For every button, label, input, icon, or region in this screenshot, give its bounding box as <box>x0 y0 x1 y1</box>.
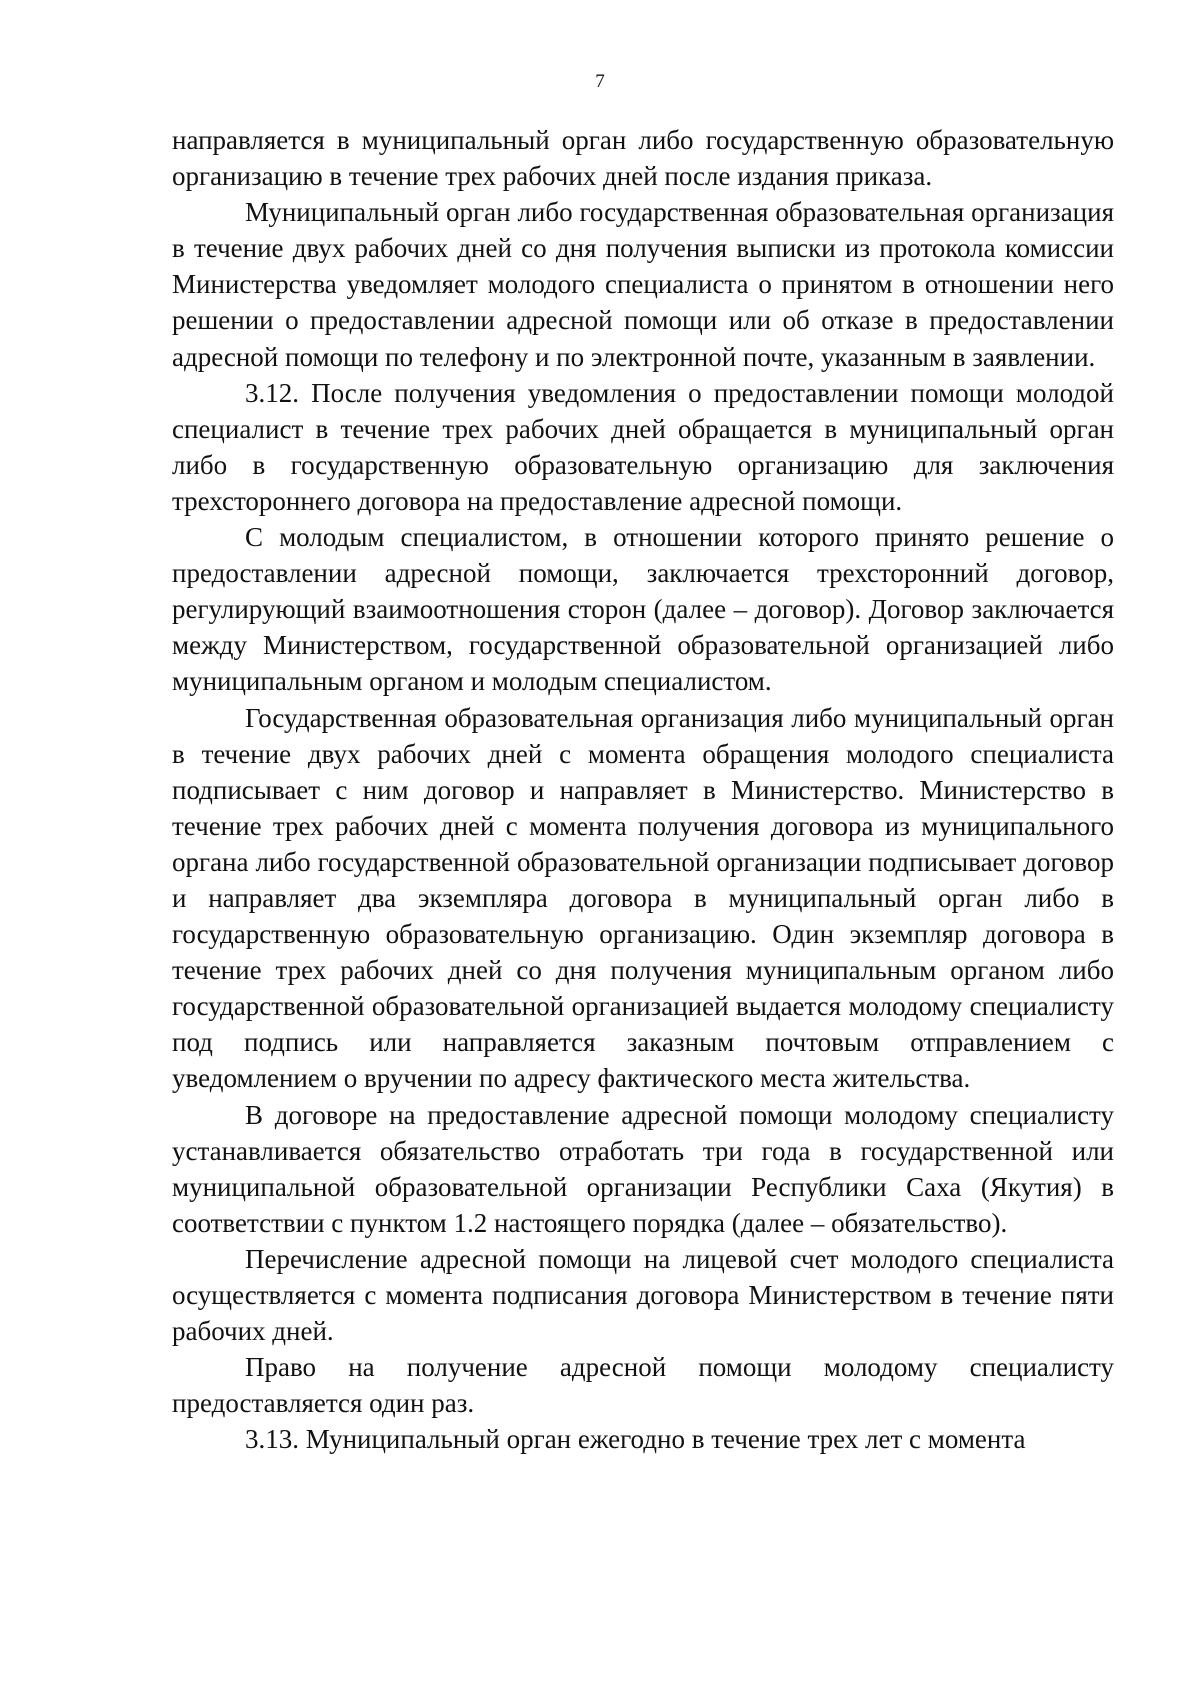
document-body <box>172 122 1114 1457</box>
paragraph-4: С молодым специалистом, в отношении которого принято решение о предоставлении адресной помощи, заключается трехсторонний договор, регулирующий взаимоотношения сторон (далее – договор). Договор заключается между Министерством, государственной образовательной организацией либо муниципальным органом и молодым специалистом. <box>172 522 1114 697</box>
paragraph-1: направляется в муниципальный орган либо государственную образовательную организацию в течение трех рабочих дней после издания приказа. <box>172 125 1114 192</box>
paragraph-2: Муниципальный орган либо государственная образовательная организация в течение двух рабочих дней со дня получения выписки из протокола комиссии Министерства уведомляет молодого специалиста о принятом в отношении него решении о предоставлении адресной помощи или об отказе в предоставлении адресной помощи по телефону и по электронной почте, указанным в заявлении. <box>172 197 1114 372</box>
page-number: 7 <box>595 71 605 92</box>
paragraph-8: Право на получение адресной помощи молодому специалисту предоставляется один раз. <box>172 1352 1114 1419</box>
paragraph-7: Перечисление адресной помощи на лицевой счет молодого специалиста осуществляется с момента подписания договора Министерством в течение пяти рабочих дней. <box>172 1243 1114 1347</box>
paragraph-3-12: 3.12. После получения уведомления о предоставлении помощи молодой специалист в течение трех рабочих дней обращается в муниципальный орган либо в государственную образовательную организацию для заключения трехстороннего договора на предоставление адресной помощи. <box>172 377 1114 516</box>
paragraph-3-13: 3.13. Муниципальный орган ежегодно в течение трех лет с момента <box>245 1424 1026 1455</box>
paragraph-6: В договоре на предоставление адресной помощи молодому специалисту устанавливается обязательство отработать три года в государственной или муниципальной образовательной организации Республики Саха (Якутия) в соответствии с пунктом 1.2 настоящего порядка (далее – обязательство). <box>172 1099 1114 1238</box>
paragraph-5: Государственная образовательная организация либо муниципальный орган в течение двух рабочих дней с момента обращения молодого специалиста подписывает с ним договор и направляет в Министерство. Министерство в течение трех рабочих дней с момента получения договора из муниципального органа либо государственной образовательной организации подписывает договор и направляет два экземпляра договора в муниципальный орган либо в государственную образовательную организацию. Один экземпляр договора в течение трех рабочих дней со дня получения муниципальным органом либо государственной образовательной организацией выдается молодому специалисту под подпись или направляется заказным почтовым отправлением с уведомлением о вручении по адресу фактического места жительства. <box>172 702 1114 1094</box>
